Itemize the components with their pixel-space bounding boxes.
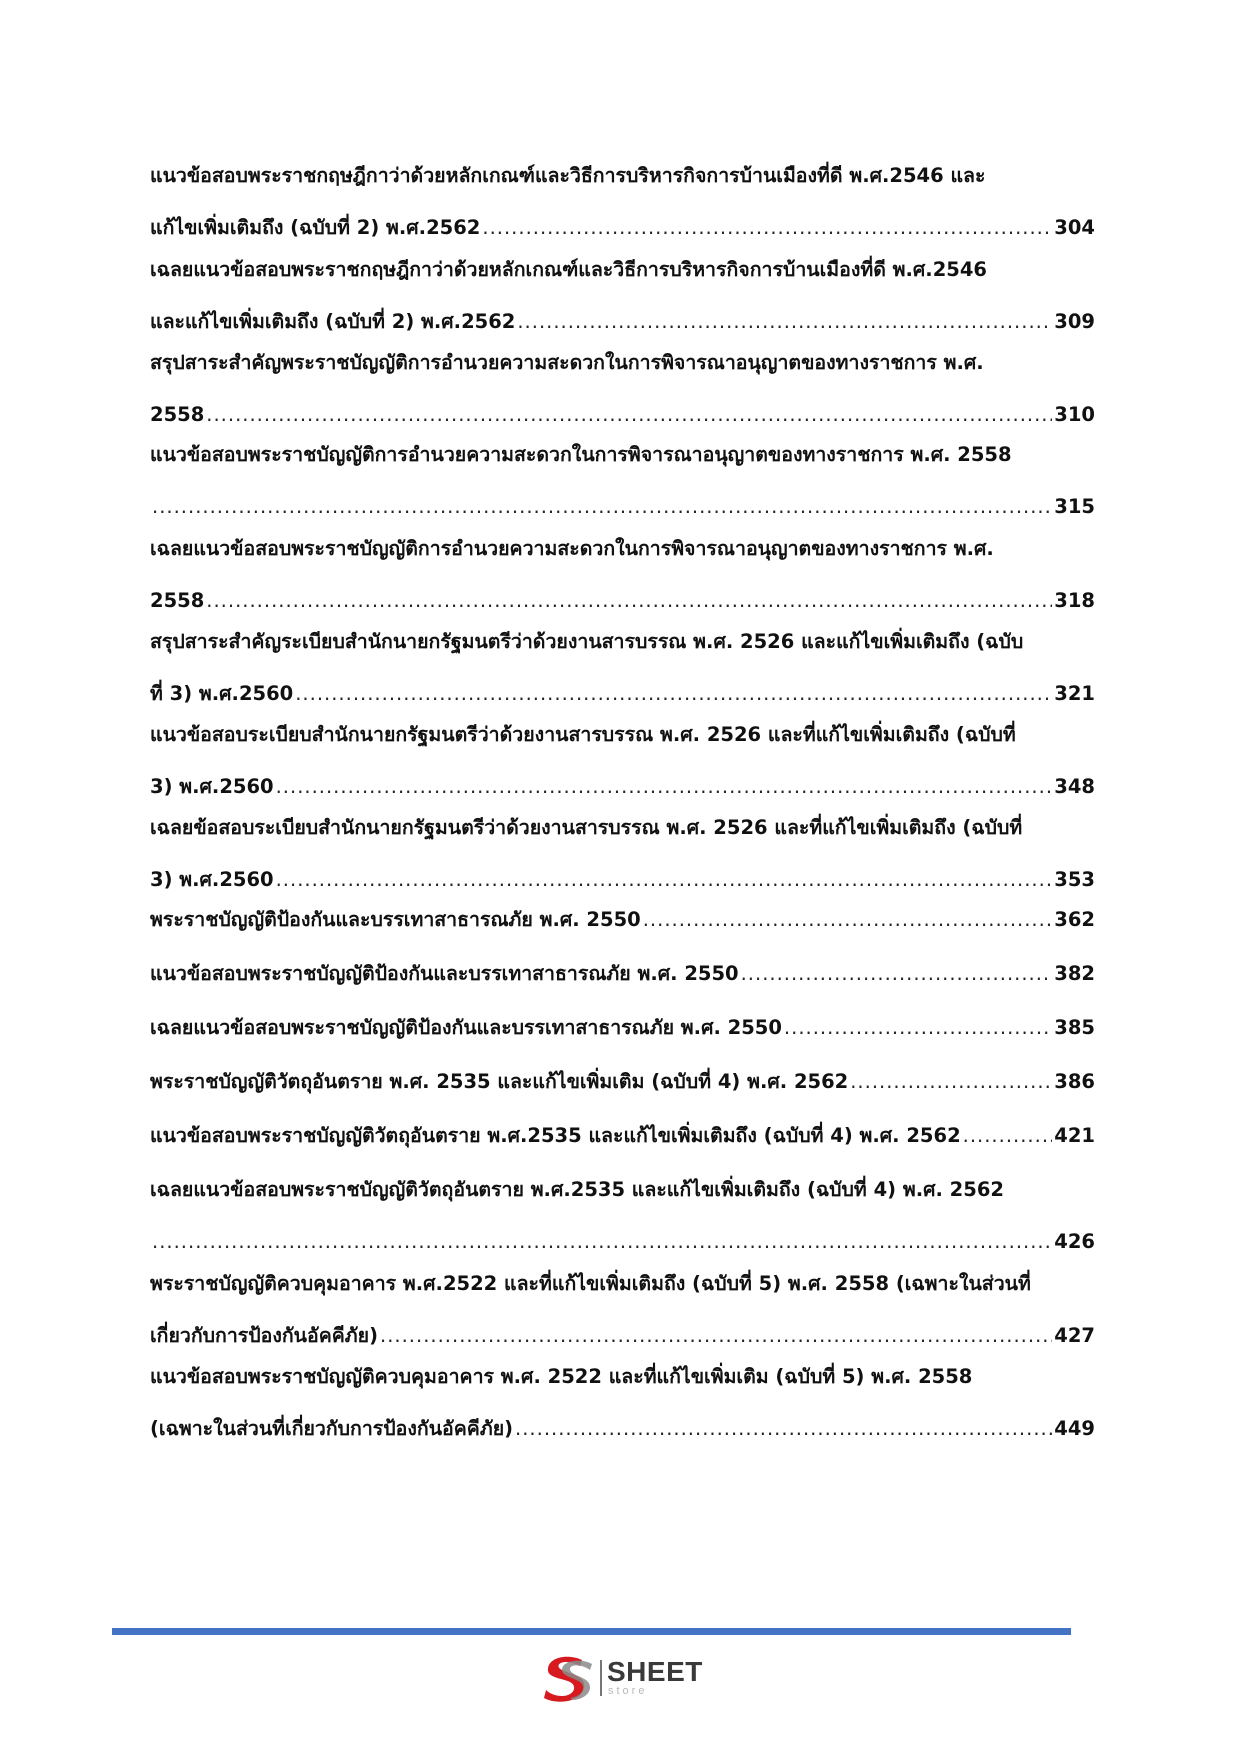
- toc-entry-line: [150, 1056, 1095, 1108]
- toc-page-number: 449: [1054, 1417, 1095, 1440]
- toc-entry[interactable]: [150, 1002, 1095, 1054]
- toc-entry[interactable]: [150, 948, 1095, 1000]
- toc-page-number: 427: [1054, 1324, 1095, 1347]
- sheet-store-logo: [540, 1652, 710, 1704]
- toc-entry-title: พระราชบัญญัติควบคุมอาคาร พ.ศ.2522 และที่แก้ไขเพิ่มเติมถึง (ฉบับที่ 5) พ.ศ. 2558 (เฉพาะในส่วนที่: [150, 1272, 1031, 1295]
- toc-page-number: 382: [1054, 962, 1095, 985]
- toc-entry[interactable]: [150, 1258, 1095, 1362]
- toc-entry[interactable]: [150, 709, 1095, 813]
- toc-entry-line: [150, 616, 1095, 668]
- toc-page-number: 385: [1054, 1016, 1095, 1039]
- toc-entry[interactable]: [150, 150, 1095, 254]
- toc-entry-title: เฉลยข้อสอบระเบียบสำนักนายกรัฐมนตรีว่าด้วยงานสารบรรณ พ.ศ. 2526 และที่แก้ไขเพิ่มเติมถึง (ฉบับที่: [150, 816, 1023, 839]
- toc-dot-leader: [515, 1403, 1052, 1455]
- toc-entry[interactable]: [150, 1110, 1095, 1162]
- toc-entry-line: [150, 150, 1095, 202]
- toc-dot-leader: [850, 1056, 1052, 1108]
- toc-page-number: 353: [1054, 868, 1095, 891]
- toc-page-number: 426: [1054, 1230, 1095, 1253]
- toc-entry-title: แก้ไขเพิ่มเติมถึง (ฉบับที่ 2) พ.ศ.2562: [150, 216, 481, 239]
- toc-entry[interactable]: [150, 1164, 1095, 1268]
- toc-entry-line: [150, 337, 1095, 389]
- toc-page-number: 348: [1054, 775, 1095, 798]
- toc-entry[interactable]: [150, 1351, 1095, 1455]
- toc-entry-line: [150, 709, 1095, 761]
- toc-page-number: 318: [1054, 589, 1095, 612]
- toc-entry-title: 3) พ.ศ.2560: [150, 868, 274, 891]
- toc-entry[interactable]: [150, 1056, 1095, 1108]
- toc-page-number: 421: [1054, 1124, 1095, 1147]
- toc-entry-title: แนวข้อสอบพระราชบัญญัติการอำนวยความสะดวกในการพิจารณาอนุญาตของทางราชการ พ.ศ. 2558: [150, 443, 1012, 466]
- toc-entry-title: พระราชบัญญัติวัตถุอันตราย พ.ศ. 2535 และแก้ไขเพิ่มเติม (ฉบับที่ 4) พ.ศ. 2562: [150, 1070, 849, 1093]
- toc-entry-line: [150, 1164, 1095, 1216]
- toc-page-number: 386: [1054, 1070, 1095, 1093]
- toc-entry-title: สรุปสาระสำคัญพระราชบัญญัติการอำนวยความสะดวกในการพิจารณาอนุญาตของทางราชการ พ.ศ.: [150, 351, 984, 374]
- toc-entry-line: [150, 802, 1095, 854]
- toc-entry-title: เกี่ยวกับการป้องกันอัคคีภัย): [150, 1324, 379, 1347]
- toc-entry[interactable]: [150, 894, 1095, 946]
- toc-entry[interactable]: [150, 802, 1095, 906]
- toc-entry-title: พระราชบัญญัติป้องกันและบรรเทาสาธารณภัย พ.ศ. 2550: [150, 908, 641, 931]
- toc-entry-title: แนวข้อสอบพระราชบัญญัติป้องกันและบรรเทาสาธารณภัย พ.ศ. 2550: [150, 962, 739, 985]
- toc-entry-line: [150, 1110, 1095, 1162]
- toc-entry-title: สรุปสาระสำคัญระเบียบสำนักนายกรัฐมนตรีว่าด้วยงานสารบรรณ พ.ศ. 2526 และแก้ไขเพิ่มเติมถึง (ฉบับ: [150, 630, 1024, 653]
- toc-page-number: 304: [1054, 216, 1095, 239]
- toc-entry-title: เฉลยแนวข้อสอบพระราชบัญญัติวัตถุอันตราย พ.ศ.2535 และแก้ไขเพิ่มเติมถึง (ฉบับที่ 4) พ.ศ. 2562: [150, 1178, 1004, 1201]
- toc-page-number: 310: [1054, 403, 1095, 426]
- logo-brand-subtext: store: [608, 1685, 648, 1697]
- logo-divider: [600, 1660, 602, 1696]
- toc-dot-leader: [963, 1110, 1053, 1162]
- toc-entry-title: เฉลยแนวข้อสอบพระราชกฤษฎีกาว่าด้วยหลักเกณฑ์และวิธีการบริหารกิจการบ้านเมืองที่ดี พ.ศ.2546: [150, 258, 987, 281]
- toc-entry-line: [150, 1403, 1095, 1455]
- toc-entry[interactable]: [150, 244, 1095, 348]
- logo-brand-text: SHEET: [607, 1656, 703, 1687]
- toc-dot-leader: [643, 894, 1053, 946]
- toc-entry[interactable]: [150, 616, 1095, 720]
- sheet-store-logo-icon: [540, 1652, 596, 1704]
- toc-entry-line: [150, 429, 1095, 481]
- toc-entry[interactable]: [150, 337, 1095, 441]
- toc-entry-title: แนวข้อสอบพระราชบัญญัติควบคุมอาคาร พ.ศ. 2522 และที่แก้ไขเพิ่มเติม (ฉบับที่ 5) พ.ศ. 2558: [150, 1365, 973, 1388]
- toc-entry-title: (เฉพาะในส่วนที่เกี่ยวกับการป้องกันอัคคีภัย): [150, 1417, 514, 1440]
- toc-entry-title: แนวข้อสอบระเบียบสำนักนายกรัฐมนตรีว่าด้วยงานสารบรรณ พ.ศ. 2526 และที่แก้ไขเพิ่มเติมถึง (ฉบับที่: [150, 723, 1016, 746]
- toc-entry-title: 2558: [150, 589, 205, 612]
- toc-page-number: 315: [1054, 495, 1095, 518]
- toc-entry-line: [150, 244, 1095, 296]
- toc-entry-line: [150, 1002, 1095, 1054]
- toc-entry-line: [150, 894, 1095, 946]
- toc-entry-title: แนวข้อสอบพระราชบัญญัติวัตถุอันตราย พ.ศ.2535 และแก้ไขเพิ่มเติมถึง (ฉบับที่ 4) พ.ศ. 2562: [150, 1124, 961, 1147]
- toc-dot-leader: [741, 948, 1053, 1000]
- toc-page-number: 321: [1054, 682, 1095, 705]
- toc-dot-leader: [784, 1002, 1052, 1054]
- toc-entry-title: เฉลยแนวข้อสอบพระราชบัญญัติการอำนวยความสะดวกในการพิจารณาอนุญาตของทางราชการ พ.ศ.: [150, 537, 994, 560]
- toc-page-number: 309: [1054, 310, 1095, 333]
- toc-entry-title: เฉลยแนวข้อสอบพระราชบัญญัติป้องกันและบรรเทาสาธารณภัย พ.ศ. 2550: [150, 1016, 782, 1039]
- toc-entry-line: [150, 1351, 1095, 1403]
- toc-entry[interactable]: [150, 429, 1095, 533]
- toc-entry-title: 2558: [150, 403, 205, 426]
- toc-entry-title: แนวข้อสอบพระราชกฤษฎีกาว่าด้วยหลักเกณฑ์และวิธีการบริหารกิจการบ้านเมืองที่ดี พ.ศ.2546 และ: [150, 164, 986, 187]
- toc-entry-title: และแก้ไขเพิ่มเติมถึง (ฉบับที่ 2) พ.ศ.2562: [150, 310, 516, 333]
- toc-entry-line: [150, 523, 1095, 575]
- toc-page-number: 362: [1054, 908, 1095, 931]
- footer-rule: [112, 1628, 1071, 1635]
- toc-entry[interactable]: [150, 523, 1095, 627]
- toc-entry-line: [150, 1258, 1095, 1310]
- toc-entry-line: [150, 948, 1095, 1000]
- toc-entry-title: ที่ 3) พ.ศ.2560: [150, 682, 294, 705]
- toc-entry-title: 3) พ.ศ.2560: [150, 775, 274, 798]
